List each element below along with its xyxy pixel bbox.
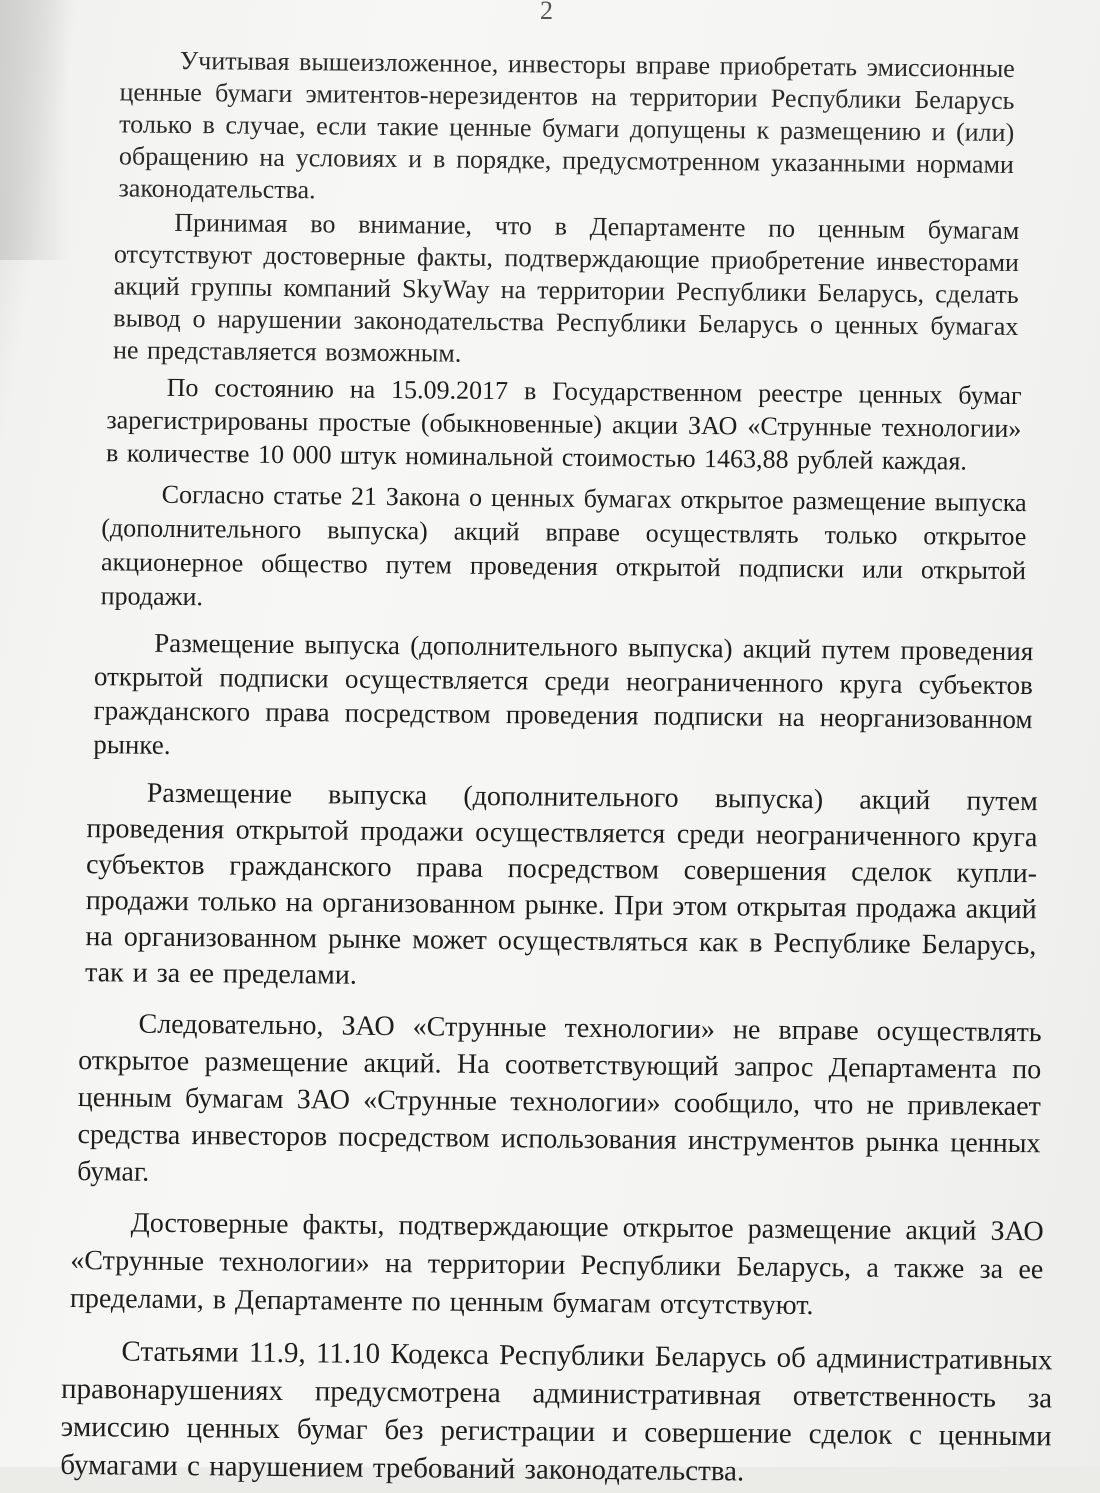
page-curl-shadow [0, 0, 70, 260]
paragraph-open-sale: Размещение выпуска (дополнительного выпуска) акций путем проведения открытой продажи осуществляется среди неограниченного круга субъектов гражданского права посредством совершения сделок купли-продажи только на организованном рынке. При этом открытая продажа акций на организованном рынке может осуществляться как в Республике Беларусь, так и за ее пределами. [84, 777, 1038, 991]
paragraph-no-facts-skyway: Принимая во внимание, что в Департаменте по ценным бумагам отсутствуют достоверные факты, подтверждающие приобретение инвесторами акций группы компаний SkyWay на территории Республики Беларусь, сделать вывод о нарушении законодательства Республики Беларусь о ценных бумагах не представляется возможным. [112, 207, 1020, 368]
paragraph-consequently: Следовательно, ЗАО «Струнные технологии» не вправе осуществлять открытое размещение акций. На соответствующий запрос Департамента по ценным бумагам ЗАО «Струнные технологии» сообщило, что не привлекает средства инвесторов посредством использования инструментов рынка ценных бумаг. [77, 1008, 1042, 1188]
paragraph-administrative-code: Статьями 11.9, 11.10 Кодекса Республики Беларусь об административных правонарушениях предусмотрена административная ответственность за эмиссию ценных бумаг без регистрации и совершение сделок с ценными бумагами с нарушением требований законодательства. [60, 1335, 1053, 1488]
paragraph-state-register: По состоянию на 15.09.2017 в Государственном реестре ценных бумаг зарегистрированы простые (обыкновенные) акции ЗАО «Струнные технологии» в количестве 10 000 штук номинальной стоимостью 1463,88 рублей каждая. [105, 372, 1022, 476]
document-body [60, 44, 1055, 1493]
paragraph-open-subscription: Размещение выпуска (дополнительного выпуска) акций путем проведения открытой подписки осуществляется среди неограниченного круга субъектов гражданского права посредством проведения подписки на неорганизованном рынке. [93, 627, 1034, 760]
paragraph-article-21: Согласно статье 21 Закона о ценных бумагах открытое размещение выпуска (дополнительного выпуска) акций вправе осуществлять только открытое акционерное общество путем проведения открытой подписки или открытой продажи. [100, 479, 1027, 612]
page-number: 2 [540, 0, 553, 25]
paragraph-investors-rights: Учитывая вышеизложенное, инвесторы вправе приобретать эмиссионные ценные бумаги эмитентов-нерезидентов на территории Республики Беларусь только в случае, если такие ценные бумаги допущены к размещению и (или) обращению на условиях и в порядке, предусмотренном указанными нормами законодательства. [118, 45, 1015, 205]
paragraph-reliable-facts: Достоверные факты, подтверждающие открытое размещение акций ЗАО «Струнные технологии» на территории Республики Беларусь, а также за ее пределами, в Департаменте по ценным бумагам отсутствуют. [69, 1207, 1044, 1322]
